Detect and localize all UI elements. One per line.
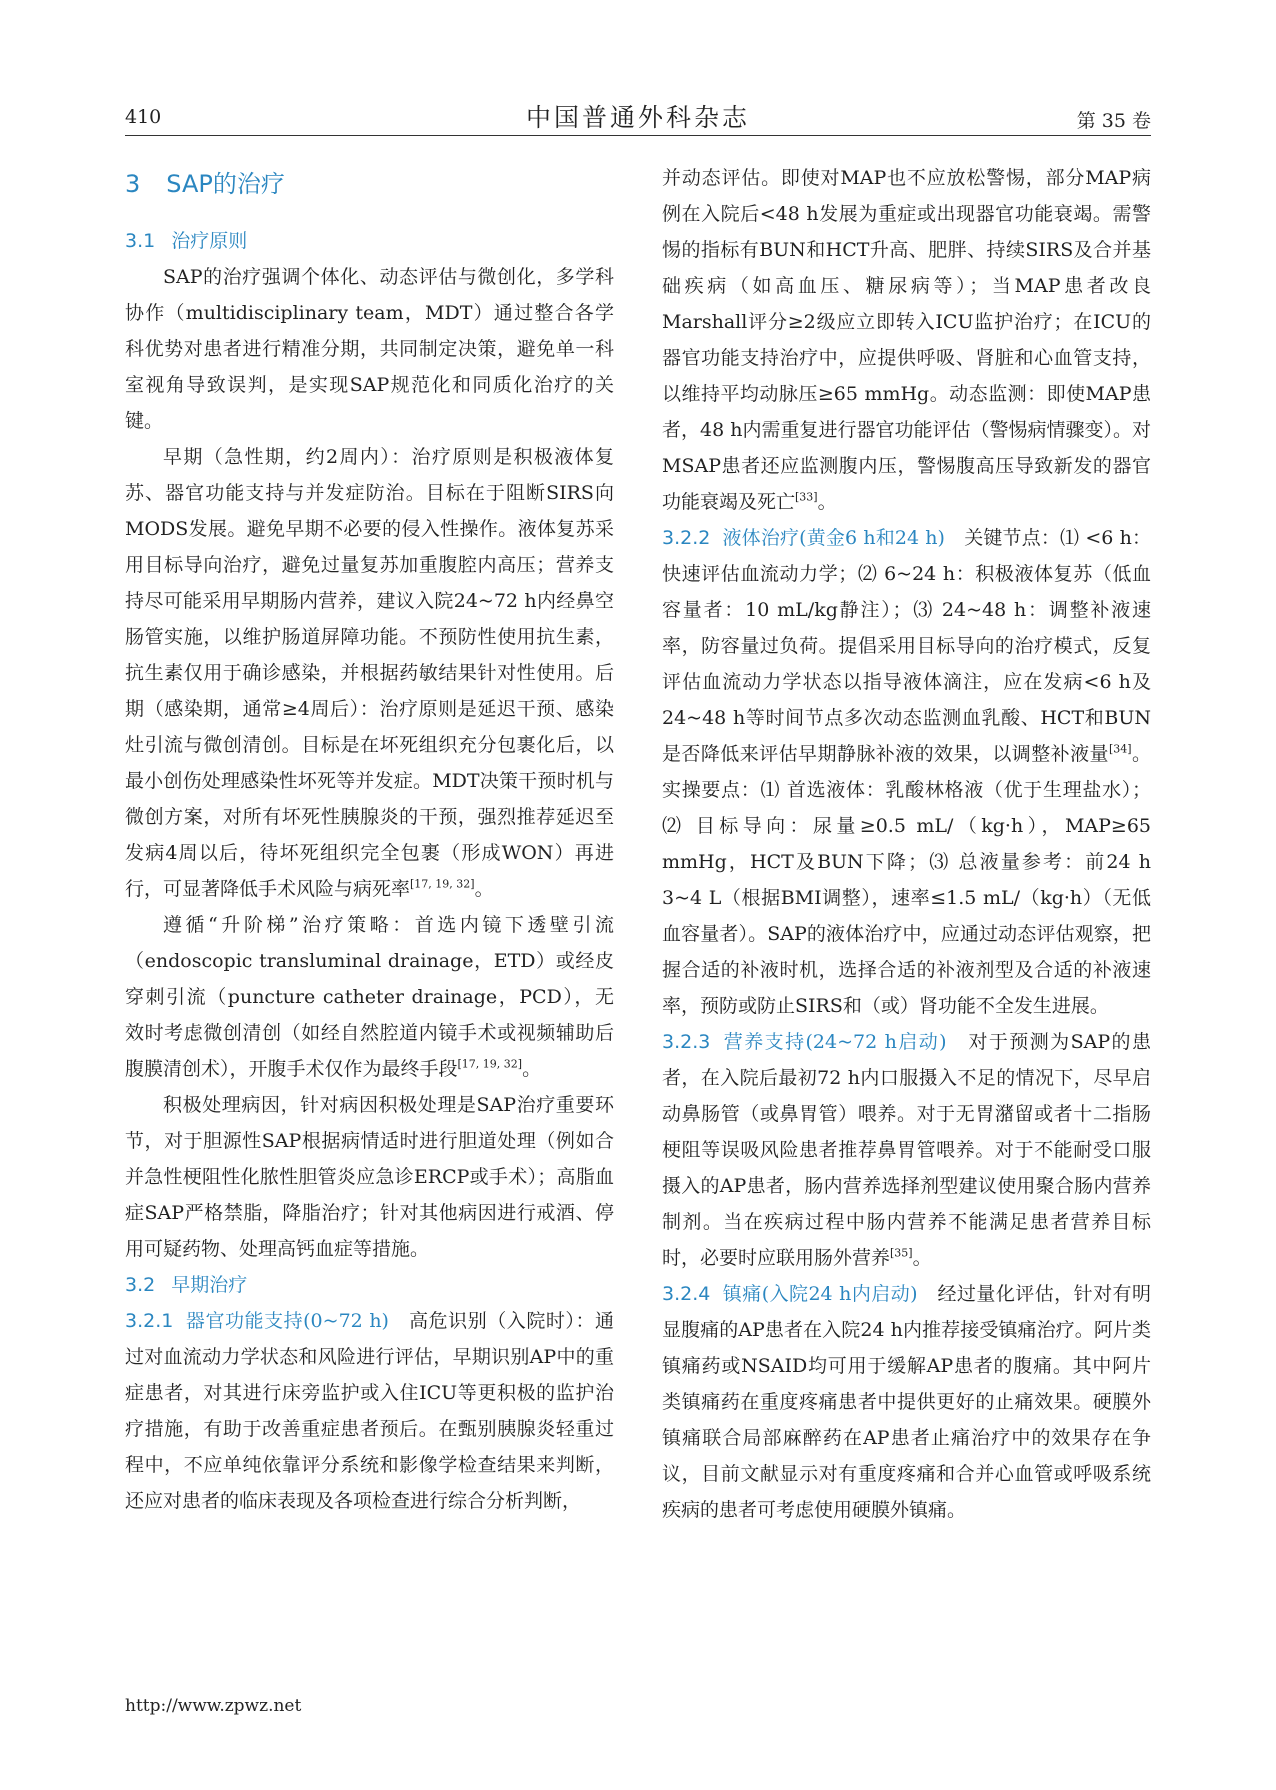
paragraph — [662, 1276, 1151, 1528]
citation: [33] — [795, 490, 818, 504]
citation: [34] — [1108, 742, 1132, 756]
subsection-heading-3-2 — [125, 1267, 614, 1303]
heading-3-2-3 — [662, 1031, 947, 1053]
paragraph-text: 早期（急性期，约2周内）：治疗原则是积极液体复苏、器官功能支持与并发症防治。目标在于阻断SIRS向MODS发展。避免早期不必要的侵入性操作。液体复苏采用目标导向治疗，避免过量复苏加重腹腔内高压；营养支持尽可能采用早期肠内营养，建议入院24~72 h内经鼻空肠管实施，以维护肠道屏障功能。不预防性使用抗生素，抗生素仅用于确诊感染，并根据药敏结果针对性使用。后期（感染期，通常≥4周后）：治疗原则是延迟干预、感染灶引流与微创清创。目标是在坏死组织充分包裹化后，以最小创伤处理感染性坏死等并发症。MDT决策干预时机与微创方案，对所有坏死性胰腺炎的干预，强烈推荐延迟至发病4周以后，待坏死组织完全包裹（形成WON）再进行，可显著降低手术风险与病死率 — [125, 446, 614, 900]
paragraph: 积极处理病因，针对病因积极处理是SAP治疗重要环节，对于胆源性SAP根据病情适时进行胆道处理（例如合并急性梗阻性化脓性胆管炎应急诊ERCP或手术）；高脂血症SAP严格禁脂，降脂治疗；针对其他病因进行戒酒、停用可疑药物、处理高钙血症等措施。 — [125, 1094, 614, 1260]
footer-url[interactable]: http://www.zpwz.net — [125, 1696, 302, 1716]
paragraph-text: 关键节点：⑴ <6 h：快速评估血流动力学；⑵ 6~24 h：积极液体复苏（低血容量者：10 mL/kg静注）；⑶ 24~48 h：调整补液速率，防容量过负荷。提倡采用目标导向的治疗模式，反复评估血流动力学状态以指导液体滴注，应在发病<6 h及24~48 h等时间节点多次动态监测血乳酸、HCT和BUN是否降低来评估早期静脉补液的效果，以调整补液量 — [662, 527, 1151, 765]
heading-title: 液体治疗(黄金6 h和24 h) — [722, 527, 945, 549]
page-number: 410 — [125, 106, 162, 128]
subsection-heading-3-1 — [125, 223, 614, 259]
subsection-title: 治疗原则 — [171, 230, 248, 252]
paragraph — [125, 439, 614, 907]
punctuation: 。 — [912, 1247, 932, 1269]
citation: [17, 19, 32] — [410, 877, 475, 891]
heading-3-2-4 — [662, 1283, 918, 1305]
volume-label: 第 35 卷 — [1076, 110, 1151, 132]
section-number: 3 — [125, 170, 141, 198]
paragraph-text: 。实操要点：⑴ 首选液体：乳酸林格液（优于生理盐水）；⑵ 目标导向：尿量≥0.5 mL/（kg·h），MAP≥65 mmHg，HCT及BUN下降；⑶ 总液量参考：前24 h 3~4 L（根据BMI调整），速率≤1.5 mL/（kg·h）（无低血容量者）。SAP的液体治疗中，应通过动态评估观察，把握合适的补液时机，选择合适的补液剂型及合适的补液速率，预防或防止SIRS和（或）肾功能不全发生进展。 — [662, 743, 1151, 1017]
section-title: SAP的治疗 — [166, 170, 285, 198]
heading-number: 3.2.1 — [125, 1310, 174, 1332]
paragraph — [125, 907, 614, 1087]
subsection-title: 早期治疗 — [171, 1274, 248, 1296]
running-header — [125, 92, 1151, 136]
paragraph — [662, 1024, 1151, 1276]
paragraph — [125, 1303, 614, 1519]
citation: [17, 19, 32] — [457, 1057, 523, 1071]
paragraph — [662, 520, 1151, 1024]
paragraph-text: 遵循“升阶梯”治疗策略：首选内镜下透壁引流（endoscopic transluminal drainage，ETD）或经皮穿刺引流（puncture catheter drainage，PCD），无效时考虑微创清创（如经自然腔道内镜手术或视频辅助后腹膜清创术），开腹手术仅作为最终手段 — [125, 914, 614, 1080]
section-heading-3 — [125, 164, 614, 199]
subsection-number: 3.1 — [125, 230, 156, 252]
paragraph-text: 对于预测为SAP的患者，在入院后最初72 h内口服摄入不足的情况下，尽早启动鼻肠管（或鼻胃管）喂养。对于无胃潴留或者十二指肠梗阻等误吸风险患者推荐鼻胃管喂养。对于不能耐受口服摄入的AP患者，肠内营养选择剂型建议使用聚合肠内营养制剂。当在疾病过程中肠内营养不能满足患者营养目标时，必要时应联用肠外营养 — [662, 1031, 1151, 1269]
punctuation: 。 — [474, 878, 494, 900]
citation: [35] — [890, 1246, 913, 1260]
heading-number: 3.2.3 — [662, 1031, 711, 1053]
paragraph: SAP的治疗强调个体化、动态评估与微创化，多学科协作（multidisciplinary team，MDT）通过整合各学科优势对患者进行精准分期，共同制定决策，避免单一科室视角导致误判，是实现SAP规范化和同质化治疗的关键。 — [125, 266, 614, 432]
heading-3-2-2 — [662, 527, 945, 549]
heading-number: 3.2.2 — [662, 527, 711, 549]
heading-title: 镇痛(入院24 h内启动) — [722, 1283, 918, 1305]
header-rule — [125, 135, 1151, 136]
subsection-number: 3.2 — [125, 1274, 156, 1296]
paragraph-text: 经过量化评估，针对有明显腹痛的AP患者在入院24 h内推荐接受镇痛治疗。阿片类镇痛药或NSAID均可用于缓解AP患者的腹痛。其中阿片类镇痛药在重度疼痛患者中提供更好的止痛效果。硬膜外镇痛联合局部麻醉药在AP患者止痛治疗中的效果存在争议，目前文献显示对有重度疼痛和合并心血管或呼吸系统疾病的患者可考虑使用硬膜外镇痛。 — [662, 1283, 1151, 1521]
journal-title: 中国普通外科杂志 — [525, 103, 750, 132]
heading-3-2-1 — [125, 1310, 389, 1332]
heading-number: 3.2.4 — [662, 1283, 711, 1305]
punctuation: 。 — [522, 1058, 542, 1080]
paragraph-text: 并动态评估。即使对MAP也不应放松警惕，部分MAP病例在入院后<48 h发展为重症或出现器官功能衰竭。需警惕的指标有BUN和HCT升高、肥胖、持续SIRS及合并基础疾病（如高血压、糖尿病等）；当MAP患者改良Marshall评分≥2级应立即转入ICU监护治疗；在ICU的器官功能支持治疗中，应提供呼吸、肾脏和心血管支持，以维持平均动脉压≥65 mmHg。动态监测：即使MAP患者，48 h内需重复进行器官功能评估（警惕病情骤变）。对MSAP患者还应监测腹内压，警惕腹高压导致新发的器官功能衰竭及死亡 — [662, 167, 1151, 513]
paragraph — [662, 160, 1151, 520]
left-column — [125, 160, 614, 1670]
punctuation: 。 — [817, 491, 837, 513]
right-column — [662, 160, 1151, 1670]
paragraph-text: 高危识别（入院时）：通过对血流动力学状态和风险进行评估，早期识别AP中的重症患者，对其进行床旁监护或入住ICU等更积极的监护治疗措施，有助于改善重症患者预后。在甄别胰腺炎轻重过程中，不应单纯依靠评分系统和影像学检查结果来判断，还应对患者的临床表现及各项检查进行综合分析判断， — [125, 1310, 614, 1512]
heading-title: 营养支持(24~72 h启动) — [722, 1031, 947, 1053]
heading-title: 器官功能支持(0~72 h) — [185, 1310, 389, 1332]
